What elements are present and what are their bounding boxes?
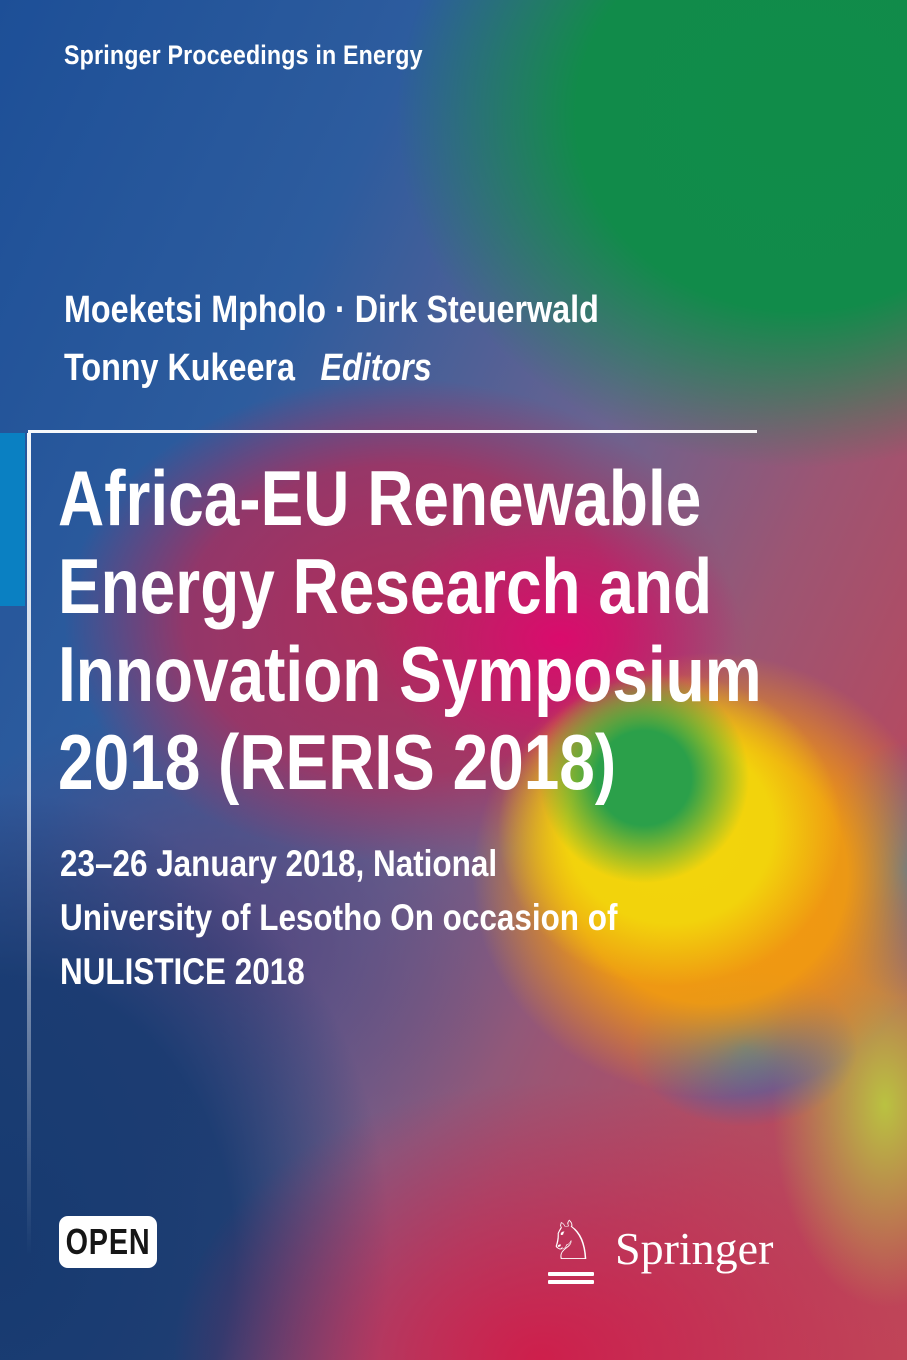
editor-name: Tonny Kukeera <box>64 347 295 389</box>
book-subtitle <box>60 837 617 999</box>
horse-knight-glyph: ♘ <box>546 1209 596 1272</box>
subtitle-line: NULISTICE 2018 <box>60 951 305 992</box>
subtitle-line: 23–26 January 2018, National <box>60 843 498 884</box>
open-access-badge-label: OPEN <box>65 1221 151 1262</box>
title-line: Energy Research and <box>58 542 713 630</box>
title-line: Africa-EU Renewable <box>58 454 702 542</box>
springer-logo <box>543 1209 774 1284</box>
subtitle-line: University of Lesotho On occasion of <box>60 897 618 938</box>
logo-bar <box>548 1280 594 1284</box>
editors-line-1: Moeketsi Mpholo · Dirk Steuerwald <box>64 289 599 331</box>
editors-role-label: Editors <box>320 347 432 389</box>
title-line: 2018 (RERIS 2018) <box>58 718 617 806</box>
horizontal-divider-rule <box>28 430 757 433</box>
springer-horse-icon <box>543 1209 599 1284</box>
editors-block <box>64 281 599 397</box>
title-line: Innovation Symposium <box>58 630 762 718</box>
editors-line-2 <box>64 339 599 397</box>
logo-bar <box>548 1272 594 1276</box>
book-title <box>58 454 762 806</box>
springer-wordmark: Springer <box>615 1223 774 1274</box>
series-color-strip <box>0 433 25 606</box>
series-title: Springer Proceedings in Energy <box>64 40 423 70</box>
vertical-divider-rule <box>27 433 31 1255</box>
open-access-badge <box>59 1216 157 1268</box>
